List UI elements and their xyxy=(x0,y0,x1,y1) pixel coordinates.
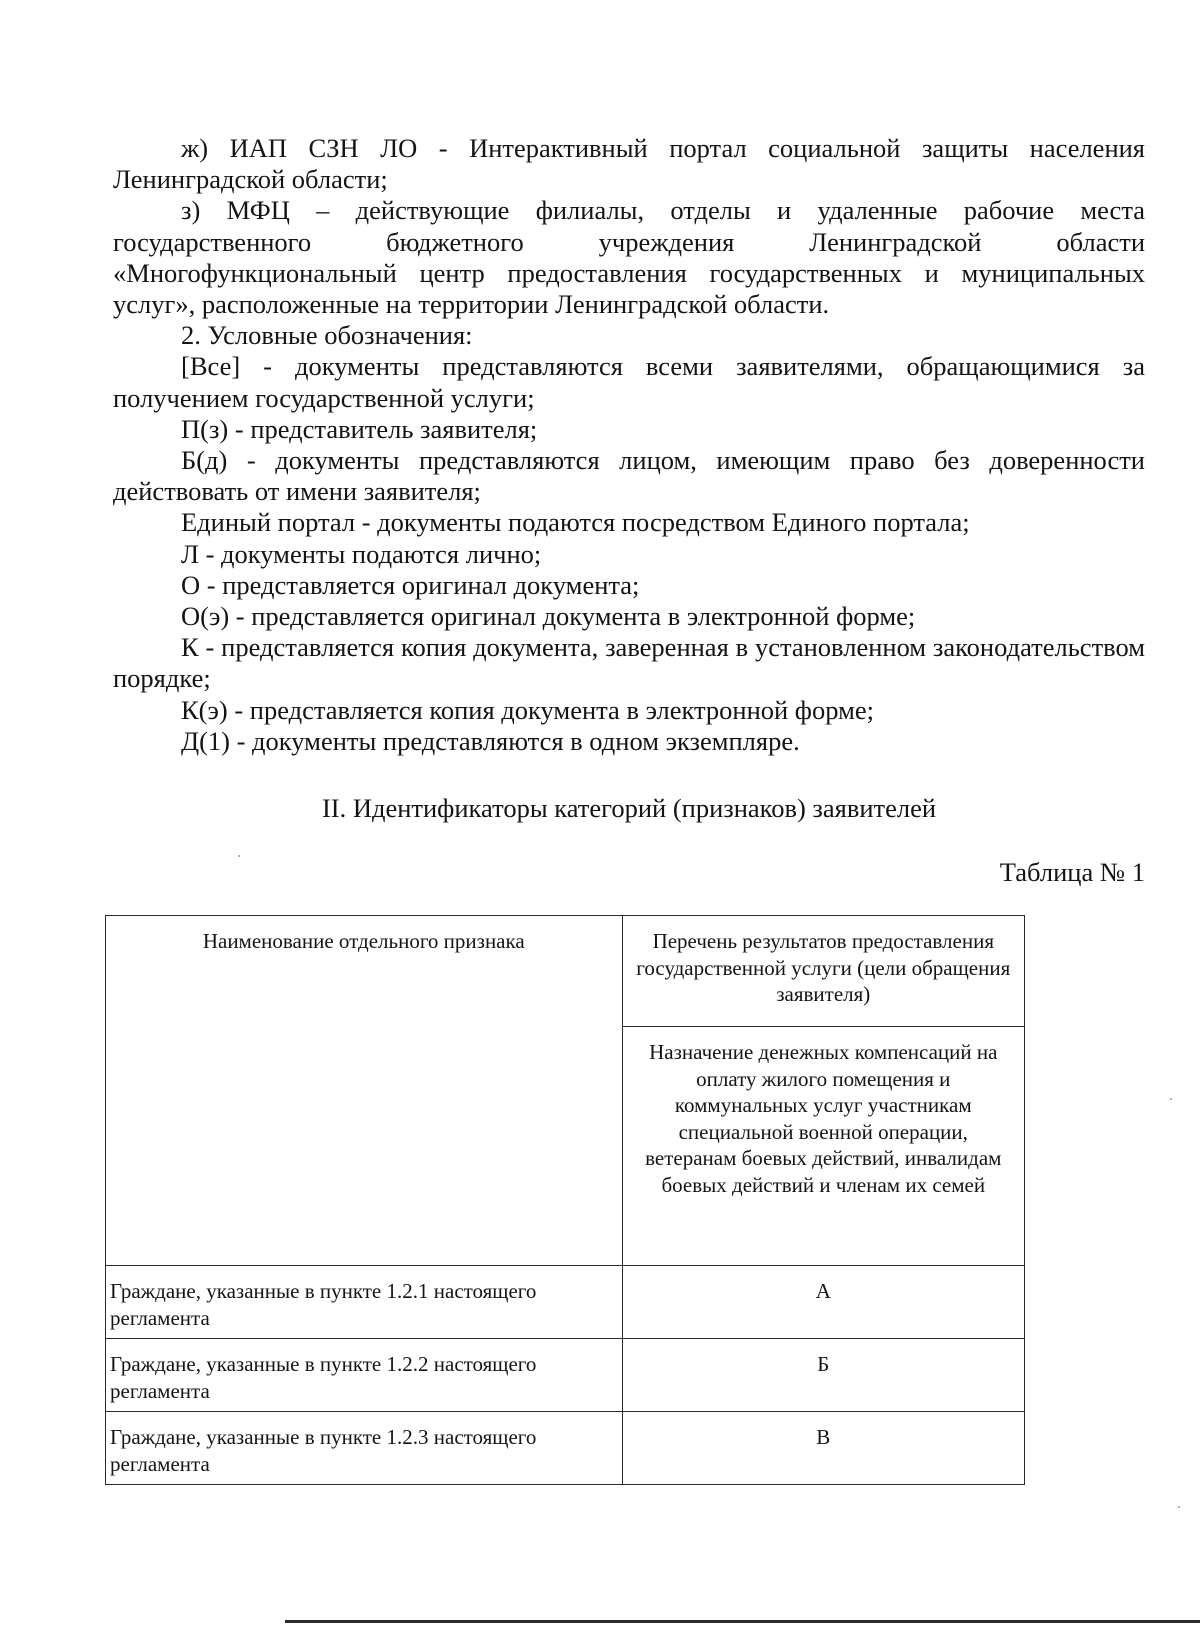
section-heading: II. Идентификаторы категорий (признаков) заявителей xyxy=(321,793,937,823)
legend-item-original: О - представляется оригинал документа; xyxy=(181,569,640,600)
legend-item-single-copy: Д(1) - документы представляются в одном экземпляре. xyxy=(181,725,800,756)
legend-item-all: [Все] - документы представляются всеми заявителями, обращающимися за получением государственной услуги; xyxy=(113,351,1145,413)
table-row xyxy=(106,1339,1025,1412)
row-identifier: Б xyxy=(622,1339,1024,1412)
header-service-goal: Назначение денежных компенсаций на оплату жилого помещения и коммунальных услуг участникам специальной военной операции, ветеранам боевых действий, инвалидам боевых действий и членам их семей xyxy=(622,1027,1024,1266)
table-row xyxy=(106,1412,1025,1485)
document-body xyxy=(113,133,1145,757)
row-attribute-name: Граждане, указанные в пункте 1.2.1 настоящего регламента xyxy=(106,1266,623,1339)
legend-item-representative: П(з) - представитель заявителя; xyxy=(181,413,538,444)
scan-speck xyxy=(1170,1098,1172,1100)
row-attribute-name: Граждане, указанные в пункте 1.2.3 настоящего регламента xyxy=(106,1412,623,1485)
header-results-list: Перечень результатов предоставления государственной услуги (цели обращения заявителя) xyxy=(622,916,1024,1027)
legend-item-in-person: Л - документы подаются лично; xyxy=(181,538,542,569)
table-header-row xyxy=(106,916,1025,1027)
applicant-categories-table xyxy=(105,915,1025,1485)
table-row xyxy=(106,1266,1025,1339)
row-identifier: В xyxy=(622,1412,1024,1485)
definition-mfc: з) МФЦ – действующие филиалы, отделы и удаленные рабочие места государственного бюджетного учреждения Ленинградской области «Многофункциональный центр предоставления государственных и муниципальных услуг», расположенные на территории Ленинградской области. xyxy=(113,195,1145,320)
legend-item-copy-electronic: К(э) - представляется копия документа в электронной форме; xyxy=(181,694,874,725)
row-identifier: А xyxy=(622,1266,1024,1339)
legend-heading: 2. Условные обозначения: xyxy=(181,320,473,351)
legend-item-no-proxy: Б(д) - документы представляются лицом, имеющим право без доверенности действовать от имени заявителя; xyxy=(113,445,1145,507)
legend-item-original-electronic: О(э) - представляется оригинал документа в электронной форме; xyxy=(181,601,916,632)
header-attribute-name: Наименование отдельного признака xyxy=(106,916,623,1266)
scan-speck xyxy=(1178,1506,1180,1508)
scan-speck xyxy=(238,855,240,857)
scan-edge-line xyxy=(285,1620,1200,1623)
legend-item-certified-copy: К - представляется копия документа, заверенная в установленном законодательством порядке; xyxy=(113,632,1145,694)
definition-iap: ж) ИАП СЗН ЛО - Интерактивный портал социальной защиты населения Ленинградской области; xyxy=(113,133,1145,195)
row-attribute-name: Граждане, указанные в пункте 1.2.2 настоящего регламента xyxy=(106,1339,623,1412)
legend-item-unified-portal: Единый портал - документы подаются посредством Единого портала; xyxy=(181,507,970,538)
table-caption: Таблица № 1 xyxy=(999,857,1145,887)
